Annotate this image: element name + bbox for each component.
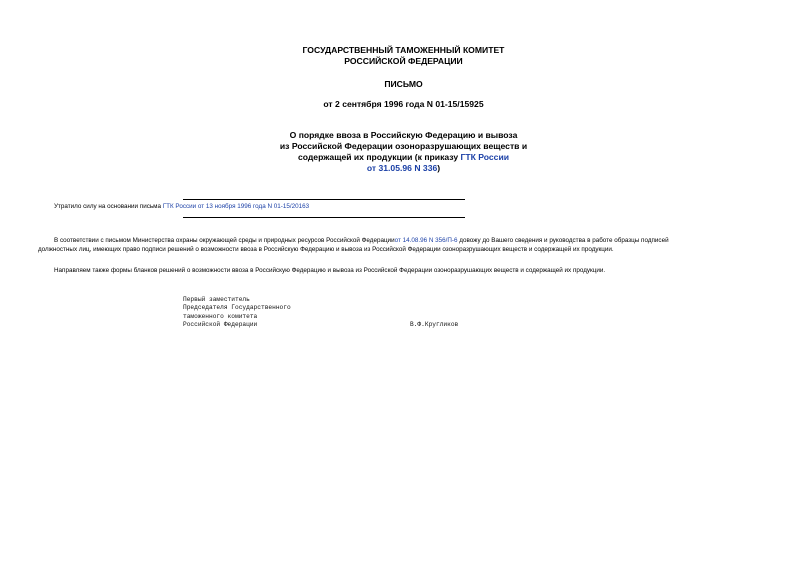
repeal-note [54, 202, 309, 211]
signature-line3: таможенного комитета [183, 312, 258, 320]
signature-line4: Российской Федерации [183, 320, 258, 328]
paragraph-1-rest: довожу до Вашего сведения и руководства в работе образцы подписей [457, 237, 669, 244]
order-link-part2[interactable]: от 31.05.96 N 336 [366, 163, 438, 173]
doc-date-label: от 2 сентября 1996 года N 01-15/15925 [323, 99, 484, 109]
doc-date [0, 99, 807, 110]
signature-line2: Председателя Государственного [183, 304, 291, 312]
repeal-note-prefix: Утратило силу на основании письма [54, 203, 163, 210]
paragraph-1-line2: должностных лиц, имеющих право подписи решений о возможности ввоза в Российскую Федерацию и вывоза из Российской Федерации озоноразрушающих веществ и содержащей их продукции. [38, 246, 614, 253]
ministry-letter-link[interactable]: от 14.08.96 N 356/П-6 [394, 237, 458, 244]
paragraph-1-line1 [54, 236, 669, 245]
order-link-part1[interactable]: ГТК России [460, 152, 510, 162]
title-line2: из Российской Федерации озоноразрушающих веществ и [279, 141, 528, 151]
paragraph-1-start: В соответствии с письмом Министерства охраны окружающей среды и природных ресурсов Российской Федерации [54, 237, 395, 244]
signature-block [183, 296, 291, 329]
divider-bottom [183, 217, 465, 218]
org-name-line2: РОССИЙСКОЙ ФЕДЕРАЦИИ [344, 56, 463, 66]
doc-type [0, 79, 807, 90]
document-title [0, 130, 807, 174]
signature-line1: Первый заместитель [183, 296, 250, 303]
title-line3-text: содержащей их продукции (к приказу [297, 152, 461, 162]
org-name-line1: ГОСУДАРСТВЕННЫЙ ТАМОЖЕННЫЙ КОМИТЕТ [302, 45, 505, 55]
repeal-letter-link[interactable]: ГТК России от 13 ноября 1996 года N 01-15/20163 [162, 203, 310, 210]
title-line1: О порядке ввоза в Российскую Федерацию и вывоза [289, 130, 518, 140]
signatory-name: В.Ф.Кругликов [410, 321, 459, 328]
doc-type-label: ПИСЬМО [384, 79, 423, 89]
title-line3 [0, 152, 807, 163]
title-line4 [0, 163, 807, 174]
document-header [0, 45, 807, 67]
divider-top [183, 199, 465, 200]
title-close-paren: ) [437, 163, 441, 173]
paragraph-2: Направляем также формы бланков решений о возможности ввоза в Российскую Федерацию и вывоза из Российской Федерации озоноразрушающих веществ и содержащей их продукции. [54, 267, 606, 274]
